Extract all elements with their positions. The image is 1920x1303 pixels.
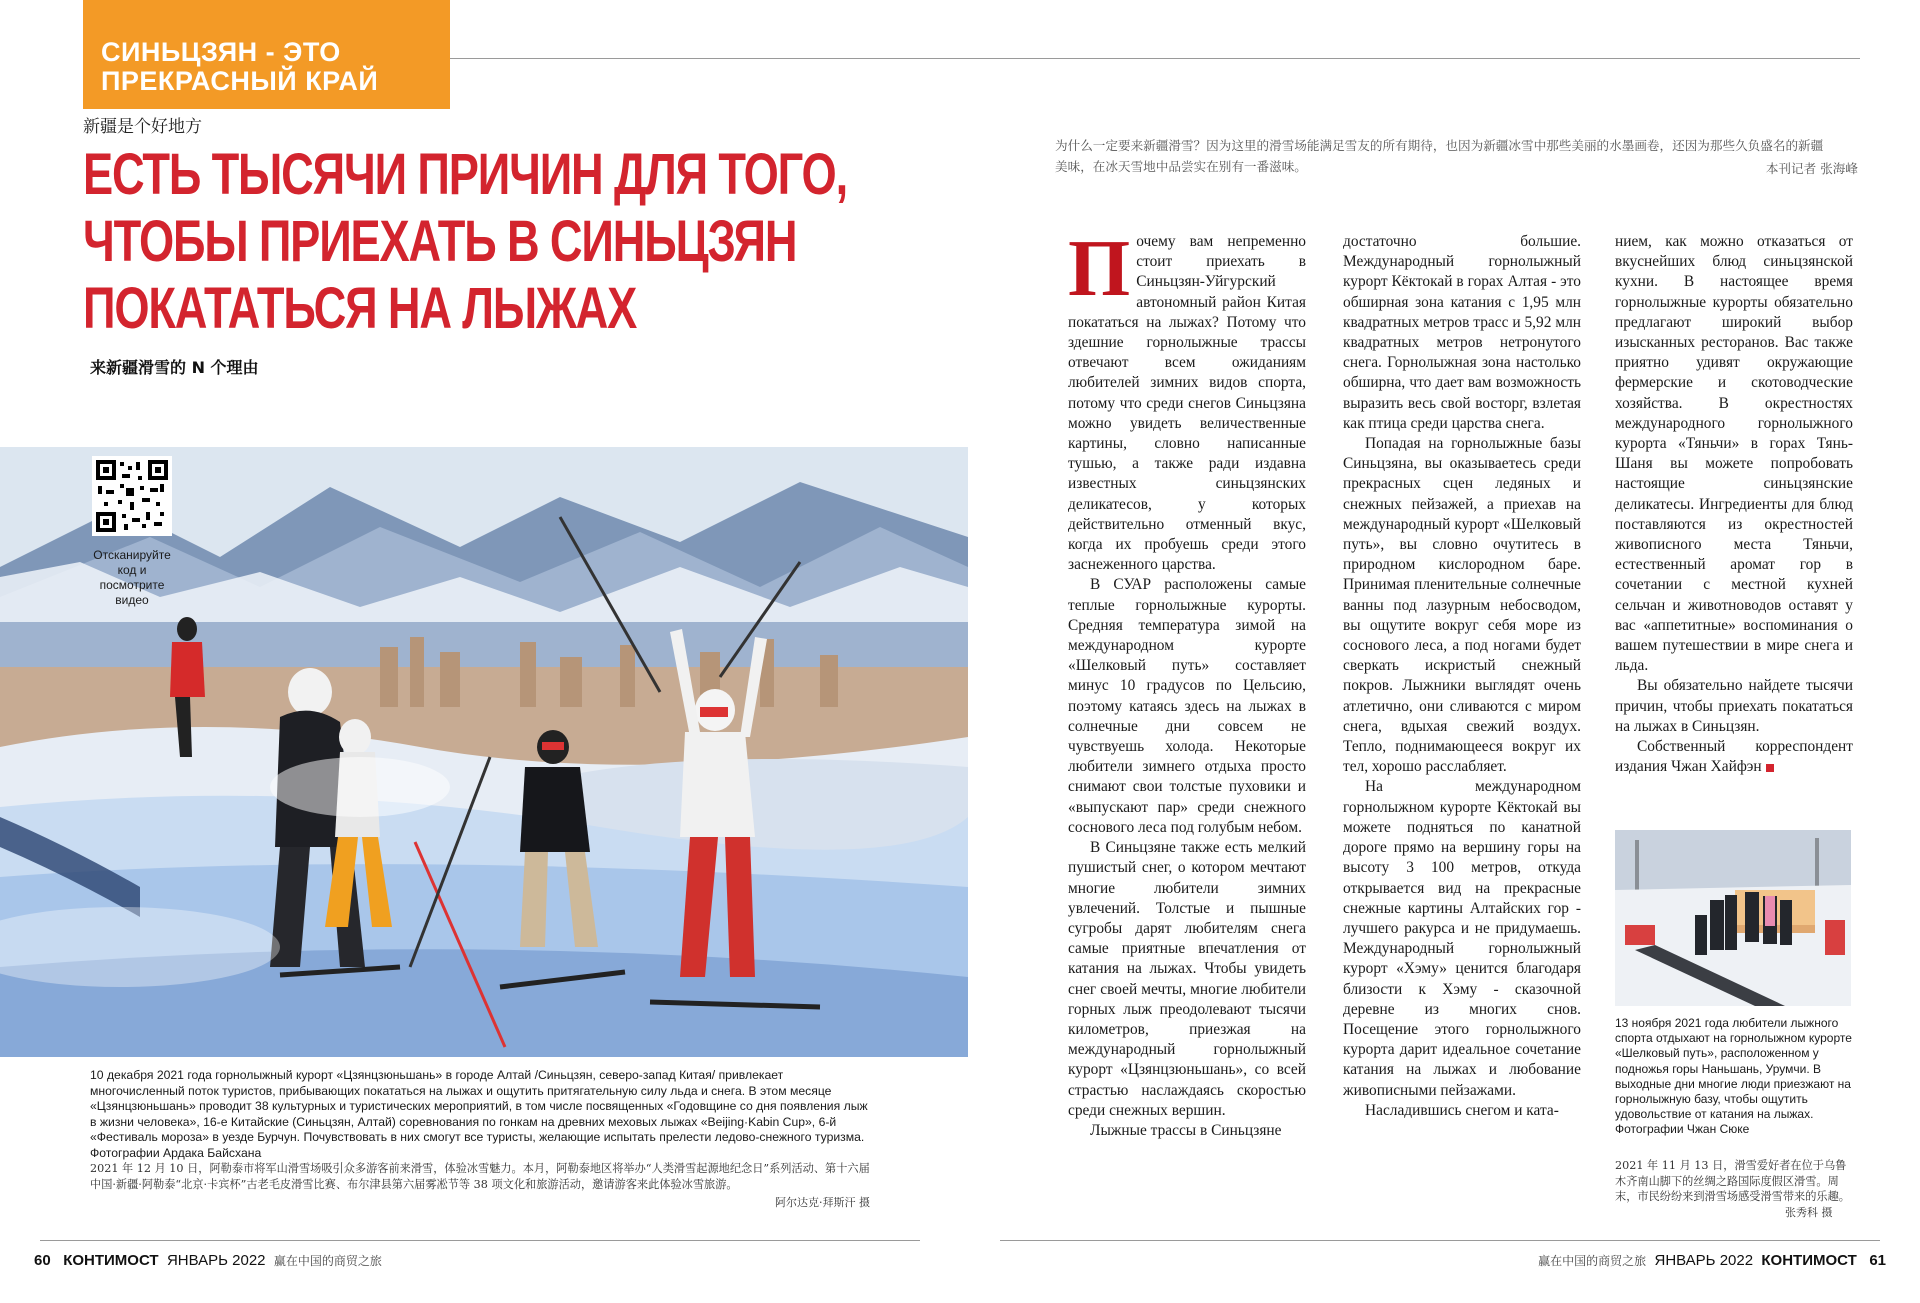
brand-cn-right: 赢在中国的商贸之旅 (1538, 1254, 1647, 1268)
brand-left: КОНТИМОСТ (63, 1252, 159, 1269)
article-paragraph: В Синьцзяне также есть мелкий пушистый снег, о котором мечтают многие любители зимних увлечений. Толстые и пышные сугробы дарят любителям снега самые приятные впечатления от катания на лыжах. Чтобы увидеть снег своей мечты, многие любители горных лыж преодолевают тысячи километров, приезжая на международный горнолыжный курорт «Цзянцзюньшань», со всей страстью наслаждаясь скоростью среди снежных вершин. (1068, 839, 1306, 1119)
main-photo-caption-cn: 2021 年 12 月 10 日，阿勒泰市将军山滑雪场吸引众多游客前来滑雪，体验冰雪魅力。本月，阿勒泰地区将举办“人类滑雪起源地纪念日”系列活动、第十六届中国·新疆·阿勒泰“北京·卡宾杯”古老毛皮滑雪比赛、布尔津县第六届雾凇节等 38 项文化和旅游活动，邀请游客来此体验冰雪旅游。 (90, 1162, 870, 1191)
intro-cn: 为什么一定要来新疆滑雪？因为这里的滑雪场能满足雪友的所有期待，也因为新疆冰雪中那些美丽的水墨画卷，还因为那些久负盛名的新疆美味，在冰天雪地中品尝实在别有一番滋味。 (1055, 138, 1824, 174)
ski-lift-illustration (1615, 830, 1851, 1006)
article-paragraph: Попадая на горнолыжные базы Синьцзяна, вы оказываетесь среди прекрасных сцен ледяных и снежных пейзажей, а приехав на международный курорт «Шелковый путь», вы словно очутитесь в природном кислородном баре. Принимая пленительные солнечные ванны под лазурным небосводом, вы ощутите вокруг себя море из соснового леса, а под ногами будет сверкать искристый снежный покров. Лыжники выглядят очень атлетично, они сливаются с миром снега, вдыхая свежий воздух. Тепло, поднимающееся вокруг их тел, хорошо расслабляет. (1343, 435, 1581, 776)
headline-cn: 来新疆滑雪的 N 个理由 (90, 358, 259, 377)
headline-line-2: ЧТОБЫ ПРИЕХАТЬ В СИНЬЦЗЯН (83, 209, 797, 274)
section-tag (83, 0, 450, 109)
article-paragraph: достаточно большие. Международный горнолыжный курорт Кёктокай в горах Алтая - это обширная зона катания с 1,95 млн квадратных метров трасс и 5,92 млн квадратных метров нетронутого снега. Горнолыжная зона настолько обширна, что дает вам возможность выразить весь свой восторг, взлетая как птица среди царства снега. (1343, 233, 1581, 432)
article-signature: Собственный корреспондент издания Чжан Хайфэн (1615, 738, 1853, 776)
qr-caption: Отсканируйте код и посмотрите видео (93, 548, 171, 607)
footer-rule-right (1000, 1240, 1880, 1241)
intro-credit-cn: 本刊记者 张海峰 (1765, 161, 1858, 176)
article-column-2 (1343, 232, 1581, 1121)
small-photo-caption-cn: 2021 年 11 月 13 日，滑雪爱好者在位于乌鲁木齐南山脚下的丝绸之路国际度假区滑雪。周末，市民纷纷来到滑雪场感受滑雪带来的乐趣。 (1615, 1159, 1850, 1203)
section-tag-line-1: СИНЬЦЗЯН - ЭТО (101, 37, 341, 67)
drop-cap: П (1068, 225, 1131, 313)
footer-right (1538, 1252, 1886, 1269)
article-column-3 (1615, 232, 1853, 777)
issue-right: ЯНВАРЬ 2022 (1654, 1252, 1754, 1269)
small-photo-caption-ru: 13 ноября 2021 года любители лыжного спорта отдыхают на горнолыжном курорте «Шелковый путь», расположенном у подножья горы Наньшань, Урумчи. В выходные дни многие люди приезжают на горнолыжную базу, чтобы ощутить удовольствие от катания на лыжах. Фотографии Чжан Сюке (1615, 1016, 1852, 1137)
footer-rule-left (40, 1240, 920, 1241)
article-paragraph: Насладившись снегом и ката- (1365, 1101, 1559, 1119)
qr-code-icon (96, 460, 168, 532)
small-photo-credit-cn: 张秀科 摄 (1785, 1206, 1833, 1219)
footer-left (34, 1252, 382, 1269)
article-paragraph: Почему вам непременно стоит приехать в Синьцзян-Уйгурский автономный район Китая покататься на лыжах? Потому что здешние горнолыжные трассы отвечают всем ожиданиям любителей зимних видов спорта, потому что среди снегов Синьцзяна можно увидеть величественные картины, словно написанные тушью, а также ради издавна известных синьцзянских деликатесов, у которых действительно отменный вкус, когда их пробуешь среди этого заснеженного царства. (1068, 225, 1306, 574)
main-photo-caption-ru: 10 декабря 2021 года горнолыжный курорт «Цзянцзюньшань» в городе Алтай /Синьцзян, северо-запад Китая/ привлекает многочисленный поток туристов, прибывающих покататься на лыжах и ощутить притягательную силу льда и снега. В этом месяце «Цзянцзюньшань» проводит 38 культурных и туристических мероприятий, в том числе посвященных «Годовщине со дня появления лыж в жизни человека», 16-е Китайские (Синьцзян, Алтай) соревнования по гонкам на древних меховых лыжах «Beijing·Kabin Cup», 6-й «Фестиваль мороза» в уезде Бурчун. Почувствовать в них смогут все туристы, желающие испытать прелести ледово-снежного туризма. Фотографии Ардака Байсхана (90, 1068, 868, 1160)
article-paragraph: Лыжные трассы в Синьцзяне (1090, 1121, 1282, 1139)
headline-line-3: ПОКАТАТЬСЯ НА ЛЫЖАХ (83, 276, 637, 341)
end-mark-icon (1766, 764, 1774, 772)
brand-right: КОНТИМОСТ (1761, 1252, 1857, 1269)
page-number-left: 60 (34, 1252, 51, 1269)
section-tag-cn: 新疆是个好地方 (83, 117, 202, 137)
qr-code[interactable] (92, 456, 172, 536)
headline (83, 141, 847, 342)
main-photo-skiers (0, 447, 968, 1057)
section-tag-line-2: ПРЕКРАСНЫЙ КРАЙ (101, 66, 379, 96)
article-paragraph: В СУАР расположены самые теплые горнолыжные курорты. Средняя температура зимой на международном курорте «Шелковый путь» составляет минус 10 градусов по Цельсию, поэтому катаясь здесь на лыжах в солнечные дни совсем не чувствуешь холода. Некоторые любители зимнего отдыха просто снимают свои толстые пуховики и «выпускают пар» среди снежного соснового леса под голубым небом. (1068, 576, 1306, 836)
issue-left: ЯНВАРЬ 2022 (166, 1252, 266, 1269)
small-photo-ski-lift (1615, 830, 1851, 1006)
article-paragraph: Вы обязательно найдете тысячи причин, чтобы приехать покататься на лыжах в Синьцзян. (1615, 677, 1853, 735)
page-number-right: 61 (1869, 1252, 1886, 1269)
main-photo-credit-cn: 阿尔达克·拜斯汗 摄 (775, 1196, 870, 1209)
ski-scene-illustration (0, 447, 968, 1057)
article-column-1 (1068, 225, 1306, 1141)
article-paragraph: нием, как можно отказаться от вкуснейших блюд синьцзянской кухни. В настоящее время горнолыжные курорты обязательно предлагают широкий выбор изысканных ресторанов. Вас также приятно удивят окружающие фермерские и скотоводческие хозяйства. В окрестностях международного горнолыжного курорта «Тяньчи» в горах Тянь-Шаня вы можете попробовать настоящие синьцзянские деликатесы. Ингредиенты для блюд поставляются из окрестностей живописного места Тяньчи, естественный аромат гор в сочетании с местной кухней сельчан и животноводов оставят у вас «аппетитные» воспоминания о вашем путешествии в мире снега и льда. (1615, 233, 1853, 675)
brand-cn-left: 赢在中国的商贸之旅 (273, 1254, 382, 1268)
article-paragraph: На международном горнолыжном курорте Кёктокай вы можете подняться по канатной дороге прямо на вершину горы на высоту 3 100 метров, откуда открывается вид на прекрасные снежные картины Алтайских гор - лучшего ракурса и не придумаешь. Международный горнолыжный курорт «Хэму» ценится благодаря близости к Хэму - сказочной деревне из многих снов. Посещение этого горнолыжного курорта дарит идеальное сочетание катания на лыжах и любование живописными пейзажами. (1343, 778, 1581, 1099)
headline-line-1: ЕСТЬ ТЫСЯЧИ ПРИЧИН ДЛЯ ТОГО, (83, 142, 847, 207)
